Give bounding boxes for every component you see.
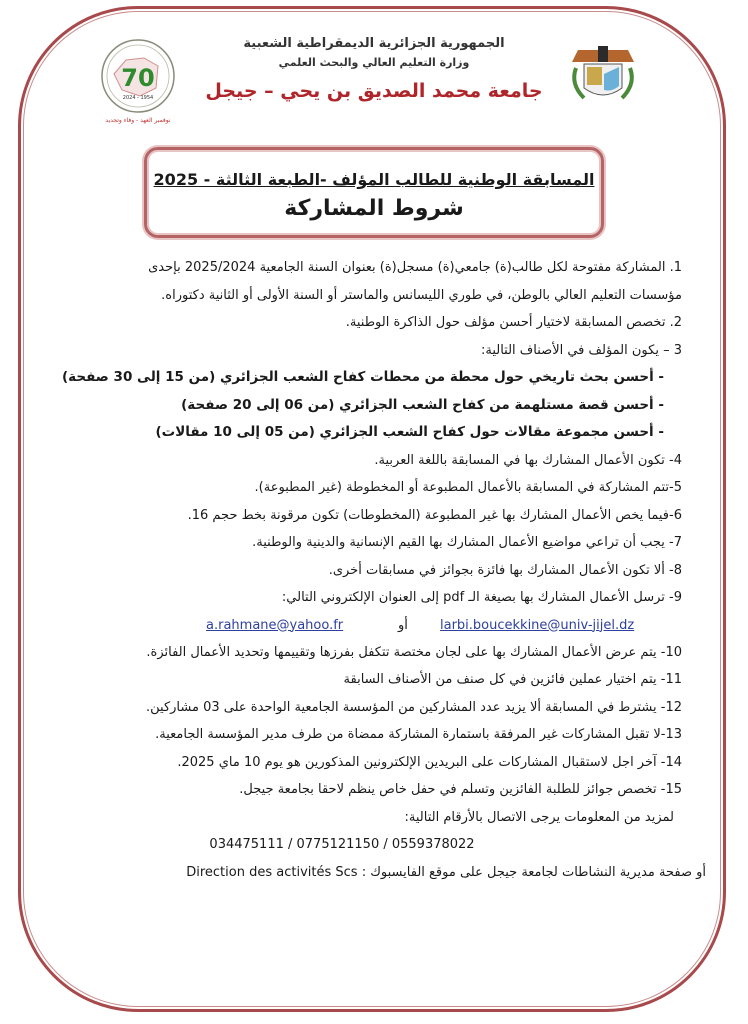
contact-intro: لمزيد من المعلومات يرجى الاتصال بالأرقام التالية: (404, 809, 674, 825)
condition-8: 8- ألا تكون الأعمال المشارك بها فائزة بجوائز في مسابقات أخرى. (328, 562, 682, 578)
condition-10: 10- يتم عرض الأعمال المشارك بها على لجان مختصة تتكفل بفرزها وتقييمها وتحديد الأعمال الفائزة. (146, 644, 682, 660)
email-link-boucekkine[interactable]: larbi.boucekkine@univ-jijel.dz (440, 617, 635, 633)
title-box (144, 147, 604, 238)
category-articles: - أحسن مجموعة مقالات حول كفاح الشعب الجزائري (من 05 إلى 10 مقالات) (155, 424, 664, 440)
condition-13: 13-لا تقبل المشاركات غير المرفقة باستمارة المشاركة ممضاة من طرف مدير المؤسسة الجامعية. (155, 727, 682, 742)
condition-11: 11- يتم اختيار عملين فائزين في كل صنف من الأصناف السابقة (343, 672, 682, 687)
republic-name: الجمهورية الجزائرية الديمقراطية الشعبية (243, 36, 505, 51)
condition-9: 9- ترسل الأعمال المشارك بها بصيغة الـ pdf إلى العنوان الإلكتروني التالي: (281, 590, 682, 605)
document-header (0, 34, 748, 106)
category-story: - أحسن قصة مستلهمة من كفاح الشعب الجزائري (من 06 إلى 20 صفحة) (181, 396, 664, 413)
category-historical-research: - أحسن بحث تاريخي حول محطة من محطات كفاح الشعب الجزائري (من 15 إلى 30 صفحة) (61, 369, 664, 385)
emblem-years: 2024 - 1954 (122, 95, 154, 101)
condition-12: 12- يشترط في المسابقة ألا يزيد عدد المشاركين من المؤسسة الجامعية الواحدة على 03 مشاركين. (146, 699, 682, 715)
condition-14: 14- آخر اجل لاستقبال المشاركات على البريدين الإلكترونين المذكورين هو يوم 10 ماي 2025. (177, 754, 682, 770)
conditions-list (61, 254, 706, 886)
email-link-rahmane[interactable]: a.rahmane@yahoo.fr (206, 617, 344, 633)
condition-15: 15- تخصص جوائز للطلبة الفائزين وتسلم في حفل خاص ينظم لاحقا بجامعة جيجل. (239, 782, 682, 797)
university-name: جامعة محمد الصديق بن يحي – جيجل (205, 80, 543, 102)
emblem-number: 70 (121, 64, 155, 92)
contact-phone-numbers: 034475111 / 0775121150 / 0559378022 (209, 837, 475, 852)
email-addresses (62, 612, 682, 639)
condition-5: 5-تتم المشاركة في المسابقة بالأعمال المطبوعة أو المخطوطة (غير المطبوعة). (254, 480, 682, 495)
email-or-separator: أو (398, 617, 408, 633)
emblem-motto: نوفمبر العهد - وفاء وتجديد (105, 117, 171, 124)
condition-2: 2. تخصص المسابقة لاختيار أحسن مؤلف حول الذاكرة الوطنية. (345, 315, 682, 330)
condition-7: 7- يجب أن تراعي مواضيع الأعمال المشارك بها القيم الإنسانية والدينية والوطنية. (252, 535, 682, 550)
condition-6: 6-فيما يخص الأعمال المشارك بها غير المطبوعة (المخطوطات) تكون مرقونة بخط حجم 16. (187, 507, 682, 523)
ministry-name: وزارة التعليم العالي والبحث العلمي (278, 56, 470, 69)
condition-1-line-1: 1. المشاركة مفتوحة لكل طالب(ة) جامعي(ة) مسجل(ة) بعنوان السنة الجامعية 2025/2024 بإحدى (148, 260, 682, 275)
competition-title: المسابقة الوطنية للطالب المؤلف -الطبعة الثالثة - 2025 (153, 170, 595, 189)
condition-1-line-2: مؤسسات التعليم العالي بالوطن، في طوري الليسانس والماستر أو السنة الأولى أو الثانية دكتوراه. (161, 287, 682, 303)
facebook-page-note: أو صفحة مديرية النشاطات لجامعة جيجل على موقع الفايسبوك : Direction des activités Scs (186, 864, 706, 880)
condition-3: 3 – يكون المؤلف في الأصناف التالية: (480, 342, 682, 358)
participation-conditions-heading: شروط المشاركة (284, 196, 464, 221)
condition-4: 4- تكون الأعمال المشارك بها في المسابقة باللغة العربية. (374, 452, 682, 468)
